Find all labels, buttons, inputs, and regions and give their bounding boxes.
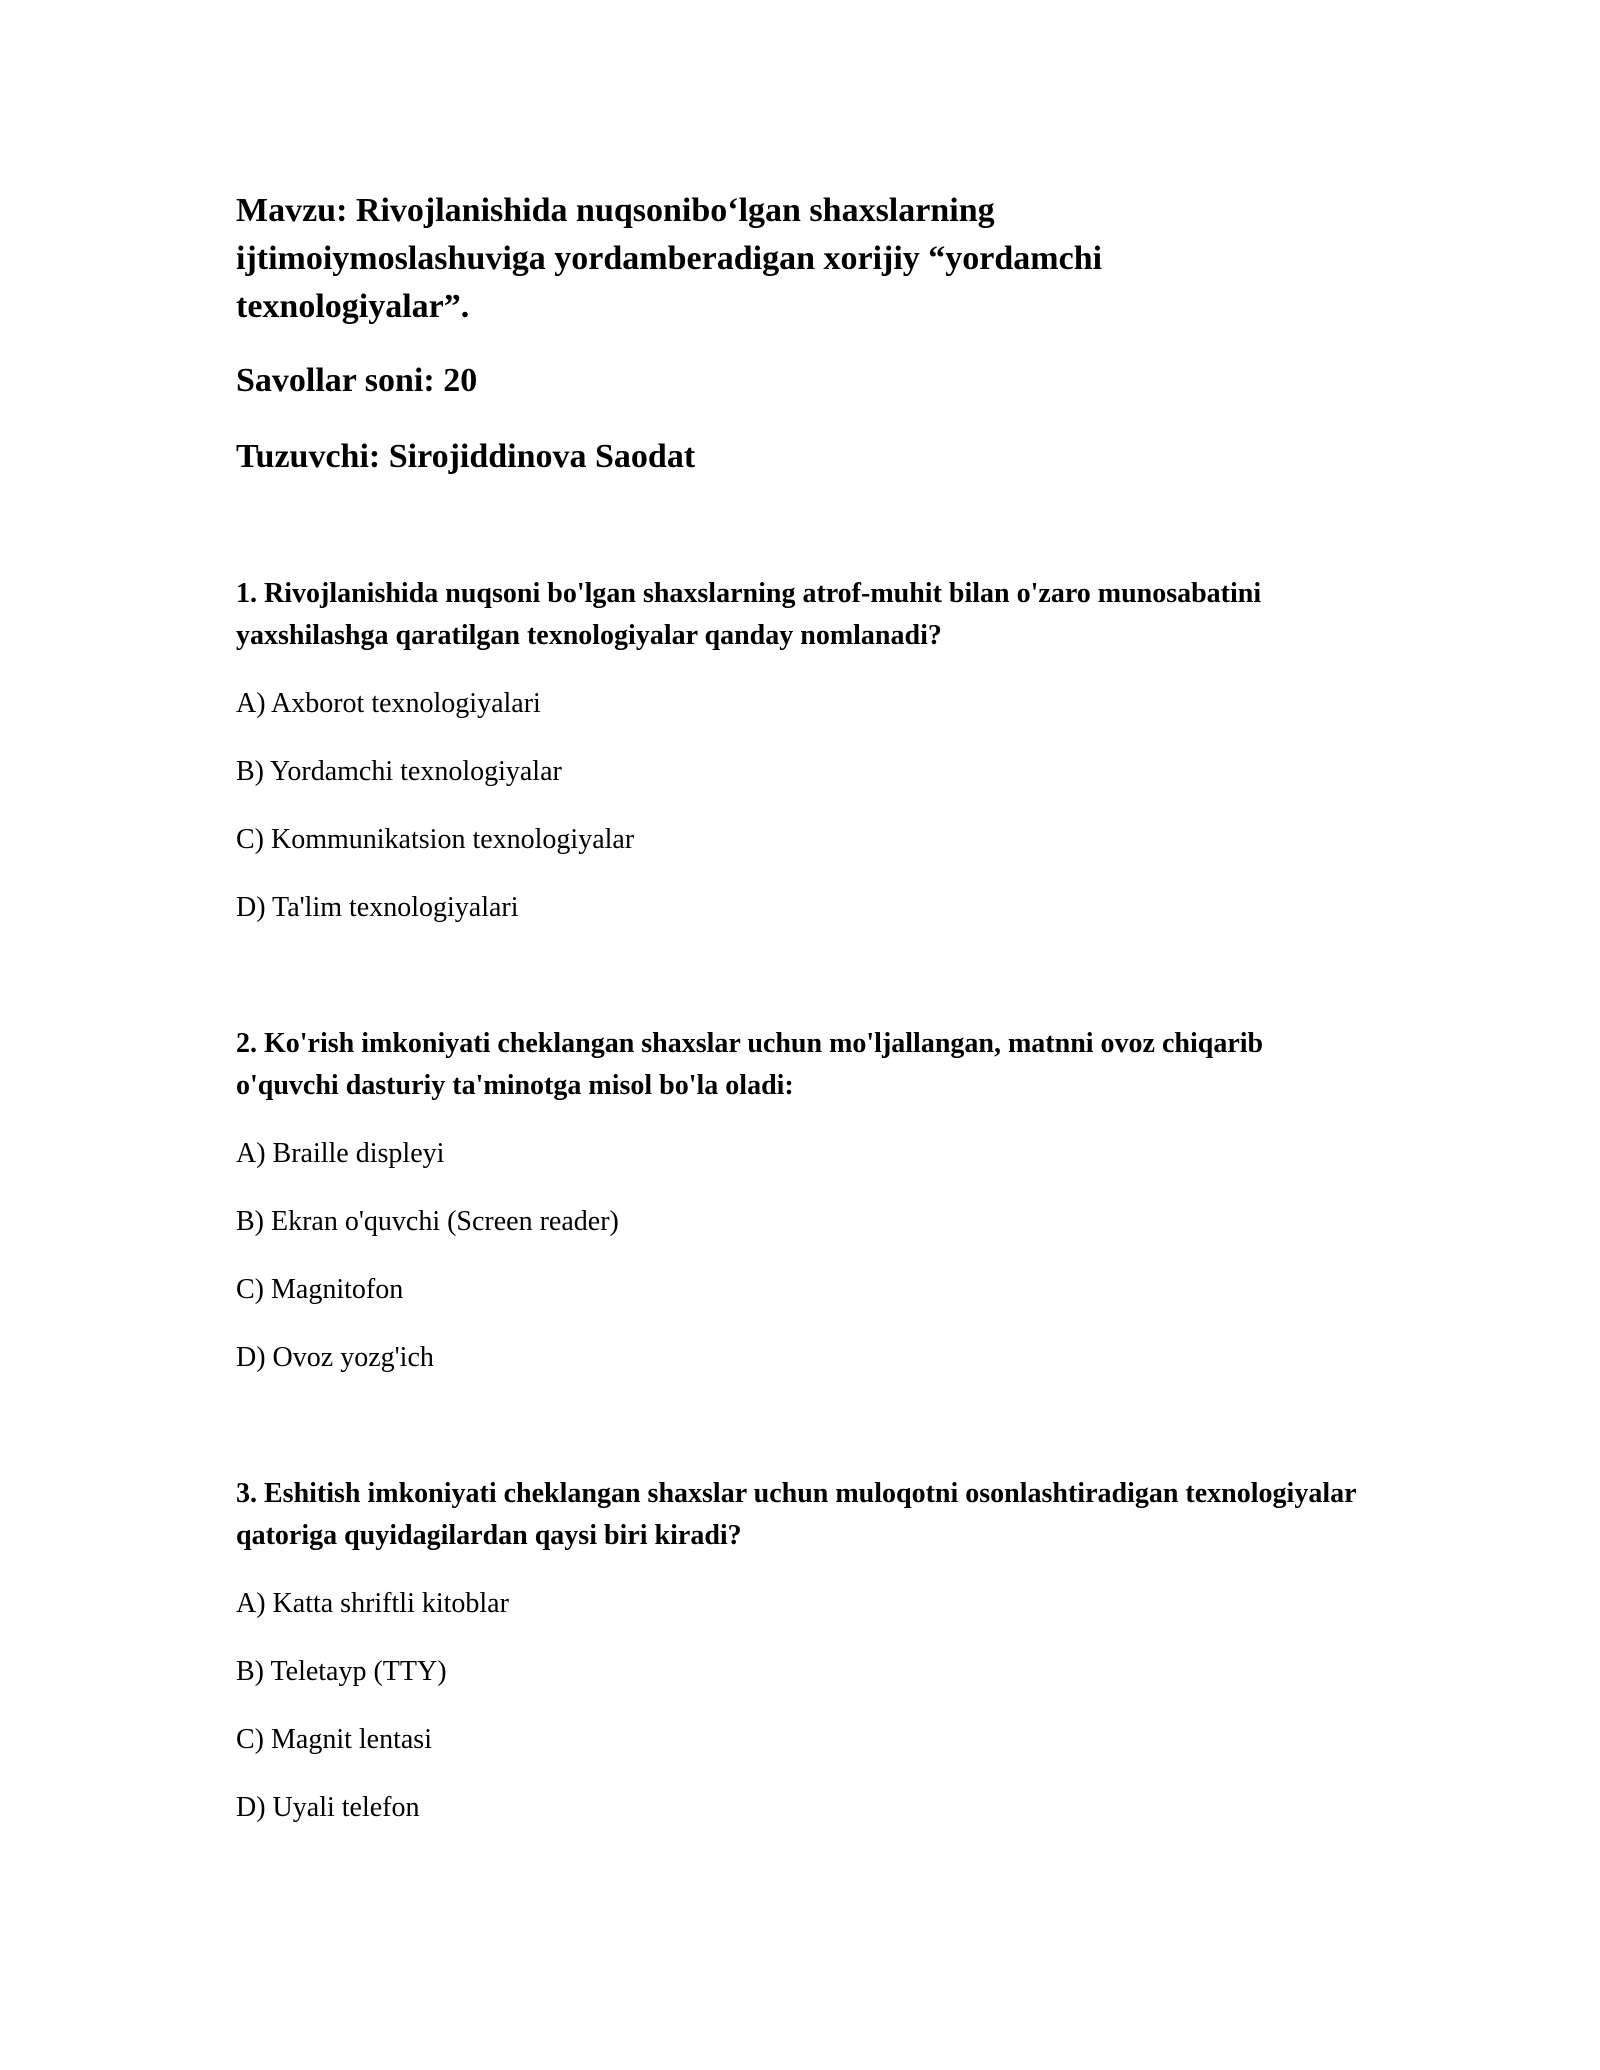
answer-option-b: B) Yordamchi texnologiyalar	[236, 756, 562, 787]
question-3	[236, 1473, 1366, 1856]
answer-option-d: D) Ovoz yozg'ich	[236, 1342, 434, 1373]
question-text: 1. Rivojlanishida nuqsoni bo'lgan shaxslarning atrof-muhit bilan o'zaro munosabatini yaxshilashga qaratilgan texnologiyalar qanday nomlanadi?	[236, 578, 1262, 651]
answer-option-d: D) Uyali telefon	[236, 1792, 420, 1823]
question-2	[236, 1023, 1366, 1406]
question-text: 2. Ko'rish imkoniyati cheklangan shaxslar uchun mo'ljallangan, matnni ovoz chiqarib o'quvchi dasturiy ta'minotga misol bo'la oladi:	[236, 1028, 1264, 1101]
answer-option-c: C) Magnitofon	[236, 1274, 404, 1305]
answer-option-a: A) Axborot texnologiyalari	[236, 688, 541, 719]
answer-options	[236, 1134, 1366, 1406]
answer-option-b: B) Teletayp (TTY)	[236, 1656, 447, 1687]
answer-option-d: D) Ta'lim texnologiyalari	[236, 892, 519, 923]
answer-option-c: C) Magnit lentasi	[236, 1724, 432, 1755]
questions-count: Savollar soni: 20	[236, 362, 478, 399]
answer-option-b: B) Ekran o'quvchi (Screen reader)	[236, 1206, 619, 1237]
answer-option-c: C) Kommunikatsion texnologiyalar	[236, 824, 635, 855]
question-1	[236, 573, 1366, 956]
answer-option-a: A) Braille displeyi	[236, 1138, 445, 1169]
answer-options	[236, 684, 1366, 956]
document-title: Mavzu: Rivojlanishida nuqsonibo‘lgan shaxslarning ijtimoiymoslashuviga yordamberadigan xorijiy “yordamchi texnologiyalar”.	[236, 192, 1103, 325]
answer-option-a: A) Katta shriftli kitoblar	[236, 1588, 509, 1619]
author-line: Tuzuvchi: Sirojiddinova Saodat	[236, 438, 696, 475]
question-text: 3. Eshitish imkoniyati cheklangan shaxslar uchun muloqotni osonlashtiradigan texnologiyalar qatoriga quyidagilardan qaysi biri kiradi?	[236, 1478, 1357, 1551]
answer-options	[236, 1584, 1366, 1856]
